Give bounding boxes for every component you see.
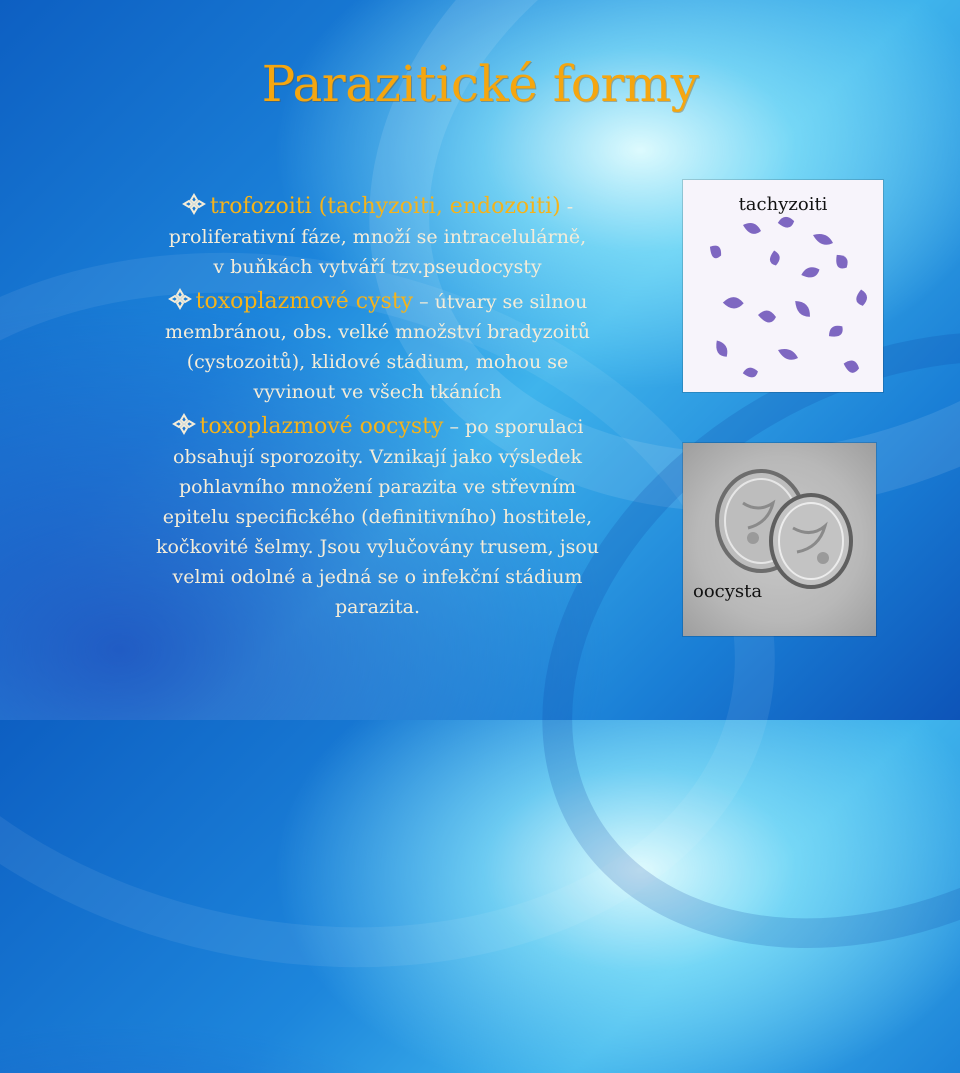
item-text-line: pohlavního množení parazita ve střevním [178, 476, 577, 498]
term-oocysty: toxoplazmové oocysty [199, 414, 444, 439]
list-item: toxoplazmové cysty – útvary se silnou membránou, obs. velké množství bradyzoitů (cystozoitů), klidové stádium, mohou se vyvinout ve všech tkáních [90, 287, 665, 407]
item-text-line: kočkovité šelmy. Jsou vylučovány trusem, jsou [155, 536, 600, 558]
item-text-line: velmi odolné a jedná se o infekční stádium [172, 566, 583, 588]
oocysta-micrograph [683, 443, 876, 636]
item-text-line: (cystozoitů), klidové stádium, mohou se [186, 351, 569, 373]
bullet-list [90, 192, 665, 627]
list-item: trofozoiti (tachyzoiti, endozoiti) - proliferativní fáze, množí se intracelulárně, v buňkách vytváří tzv.pseudocysty [90, 192, 665, 282]
tachyzoiti-label: tachyzoiti [738, 194, 828, 215]
term-trofozoiti: trofozoiti (tachyzoiti, endozoiti) [209, 194, 561, 219]
item-text-line: epitelu specifického (definitivního) hostitele, [162, 506, 593, 528]
item-text-line: membránou, obs. velké množství bradyzoitů [165, 321, 590, 343]
oocysta-drawing [683, 443, 876, 636]
term-cysty: toxoplazmové cysty [195, 289, 414, 314]
diamond-bullet-icon [172, 413, 196, 435]
slide-title: Parazitické formy [261, 55, 699, 113]
item-text-line: proliferativní fáze, množí se intracelulárně, [168, 226, 587, 248]
item-text-line: v buňkách vytváří tzv.pseudocysty [213, 256, 542, 278]
item-text-line: vyvinout ve všech tkáních [253, 381, 502, 403]
item-text-line: parazita. [335, 596, 420, 618]
diamond-bullet-icon [168, 288, 192, 310]
item-text-line: obsahují sporozoity. Vznikají jako výsledek [172, 446, 583, 468]
tachyzoiti-micrograph [683, 180, 883, 392]
oocysta-label: oocysta [693, 581, 763, 602]
diamond-bullet-icon [182, 193, 206, 215]
list-item: toxoplazmové oocysty – po sporulaci obsahují sporozoity. Vznikají jako výsledek pohlavního množení parazita ve střevním epitelu specifického (definitivního) hostitele, kočkovité šelmy. Jsou vylučovány trusem, jsou velmi odolné a jedná se o infekční stádium parazita. [90, 412, 665, 622]
